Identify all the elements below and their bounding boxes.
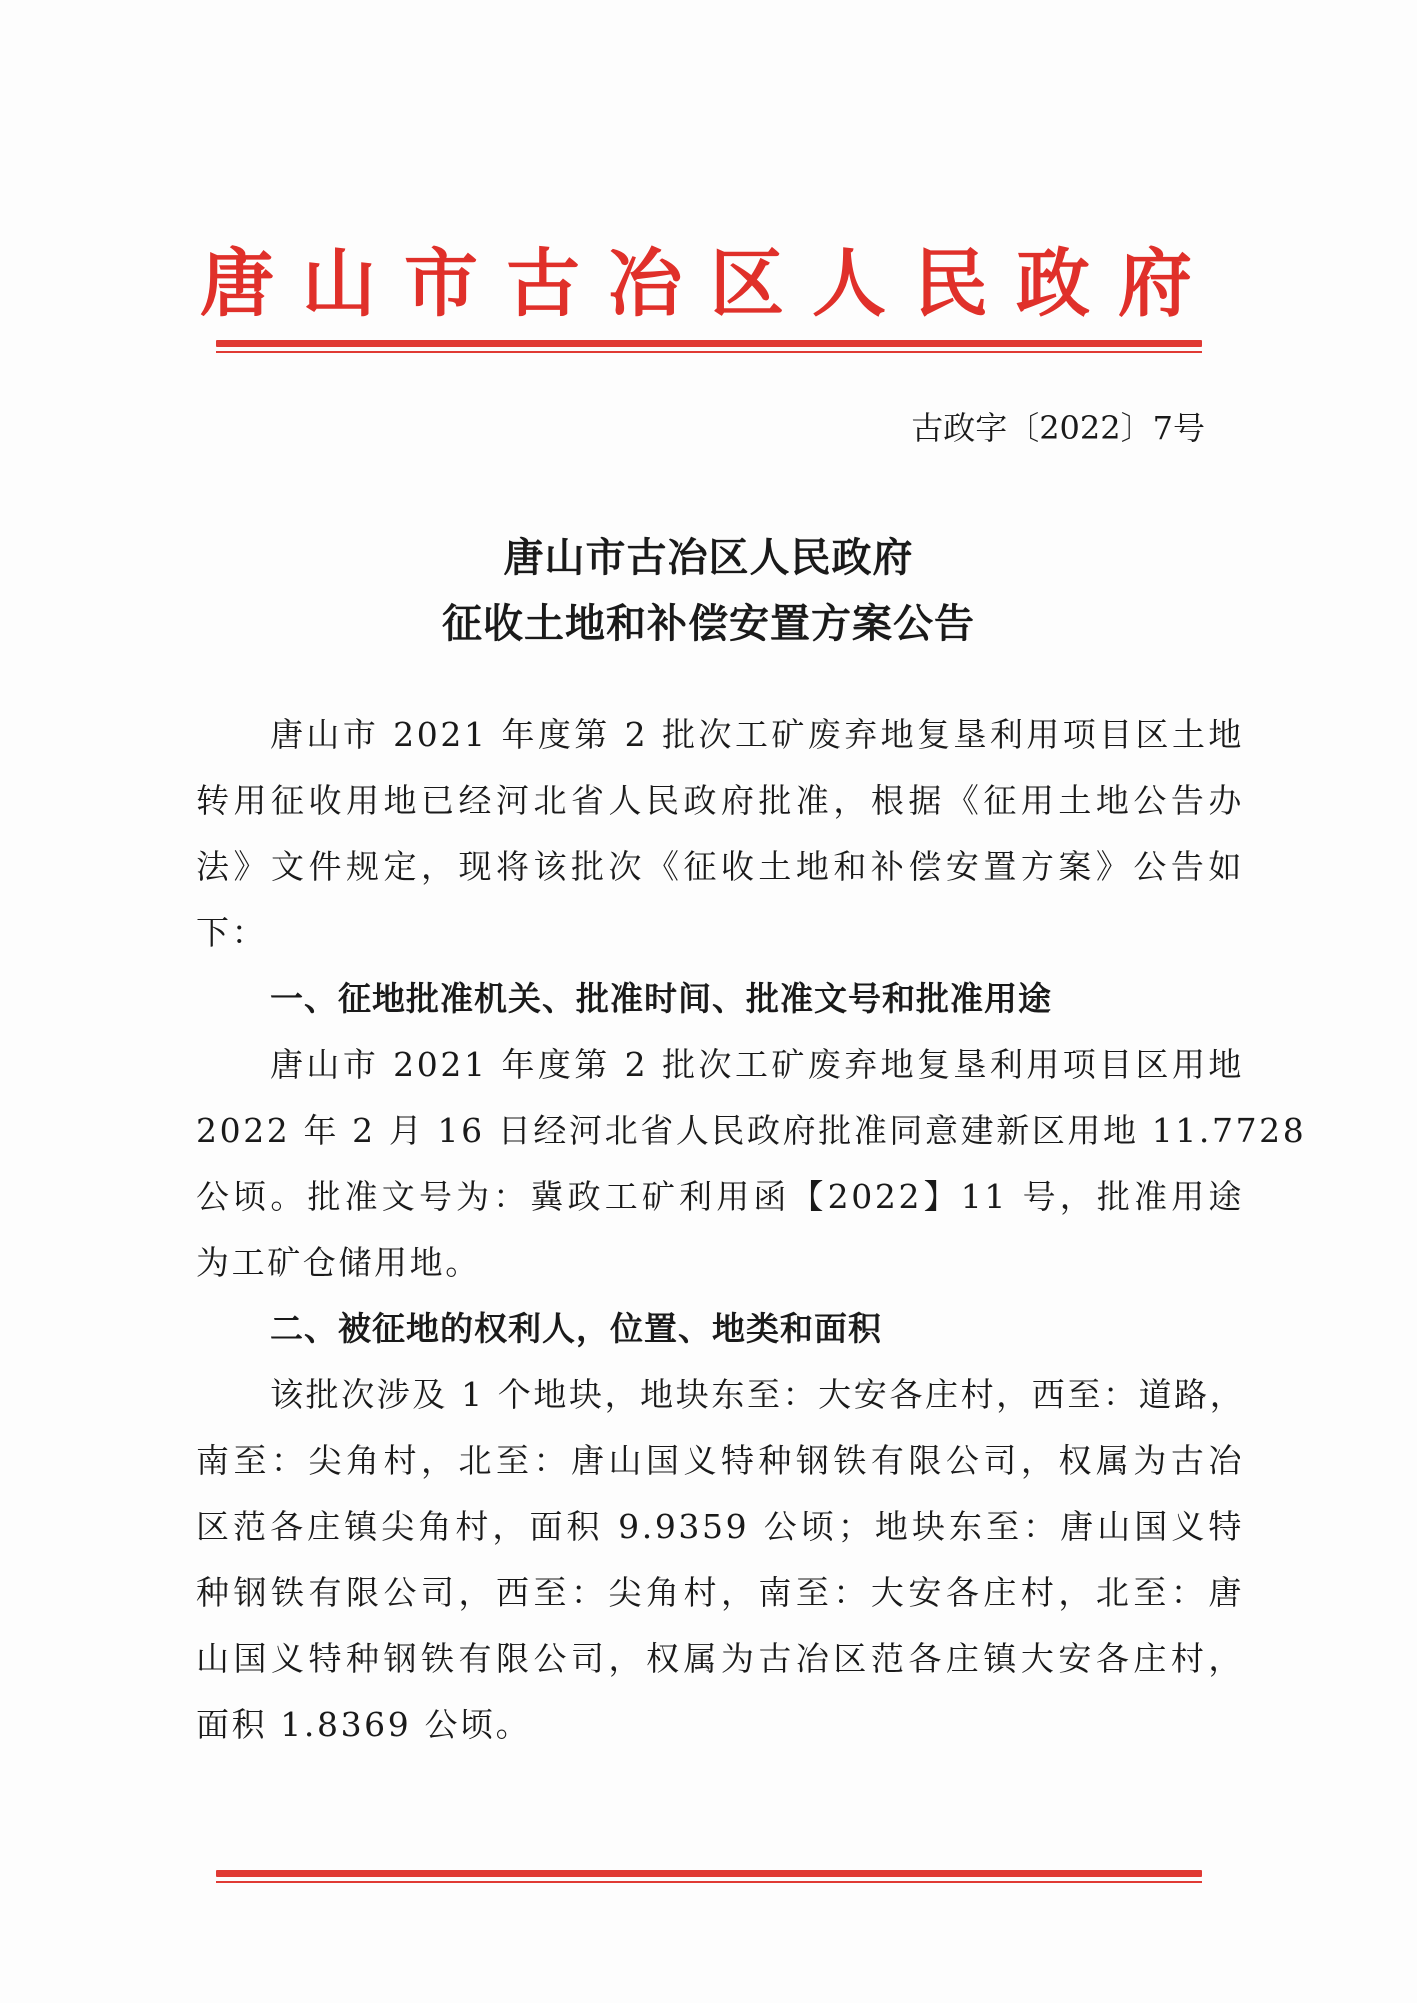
masthead-red-rule — [216, 340, 1202, 353]
section-2-line: 区范各庄镇尖角村，面积 9.9359 公顷；地块东至：唐山国义特 — [196, 1507, 1244, 1546]
notice-title-line-1: 唐山市古冶区人民政府 — [503, 534, 914, 581]
section-2-line: 山国义特种钢铁有限公司，权属为古冶区范各庄镇大安各庄村， — [196, 1639, 1244, 1678]
section-1-line: 公顷。批准文号为：冀政工矿利用函【2022】11 号，批准用途 — [196, 1177, 1244, 1216]
section-2-line: 种钢铁有限公司，西至：尖角村，南至：大安各庄村，北至：唐 — [196, 1573, 1244, 1612]
intro-line: 转用征收用地已经河北省人民政府批准，根据《征用土地公告办 — [196, 781, 1244, 820]
section-1-line: 唐山市 2021 年度第 2 批次工矿废弃地复垦利用项目区用地 — [270, 1045, 1244, 1084]
section-2-line: 面积 1.8369 公顷。 — [196, 1705, 532, 1744]
section-2-line: 该批次涉及 1 个地块，地块东至：大安各庄村，西至：道路， — [270, 1375, 1246, 1414]
footer-red-rule — [216, 1870, 1202, 1883]
notice-body — [196, 702, 1307, 1758]
section-1-heading: 一、征地批准机关、批准时间、批准文号和批准用途 — [270, 979, 1052, 1018]
red-rule-thin — [216, 351, 1202, 353]
section-2-line: 南至：尖角村，北至：唐山国义特种钢铁有限公司，权属为古冶 — [196, 1441, 1244, 1480]
masthead-title: 唐山市古冶区人民政府 — [200, 241, 1220, 327]
section-2-heading: 二、被征地的权利人，位置、地类和面积 — [270, 1309, 882, 1348]
intro-line: 下： — [196, 913, 268, 952]
notice-title-line-2: 征收土地和补偿安置方案公告 — [442, 600, 975, 647]
red-rule-thin — [216, 1881, 1202, 1883]
red-rule-thick — [216, 1870, 1202, 1877]
section-1-line: 2022 年 2 月 16 日经河北省人民政府批准同意建新区用地 11.7728 — [196, 1111, 1307, 1150]
red-rule-thick — [216, 340, 1202, 347]
intro-line: 法》文件规定，现将该批次《征收土地和补偿安置方案》公告如 — [196, 847, 1244, 886]
document-number: 古政字〔2022〕7号 — [911, 409, 1205, 447]
intro-line: 唐山市 2021 年度第 2 批次工矿废弃地复垦利用项目区土地 — [270, 715, 1244, 754]
section-1-line: 为工矿仓储用地。 — [196, 1243, 481, 1282]
